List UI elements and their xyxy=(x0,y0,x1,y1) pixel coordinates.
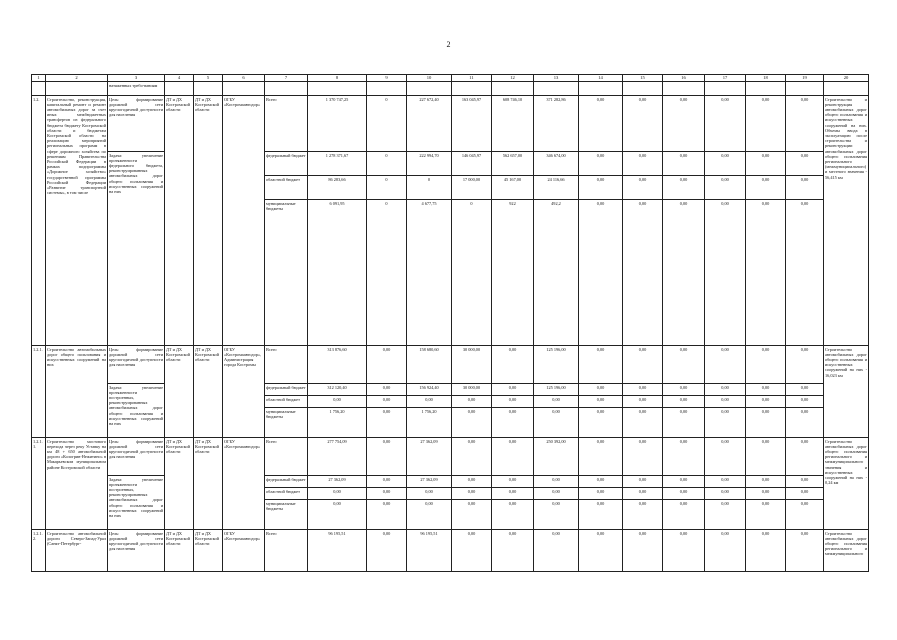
funding-value: 0,00 xyxy=(623,200,663,346)
funding-value: 0,00 xyxy=(663,176,705,200)
header-col-8: 8 xyxy=(308,75,367,82)
measure-goal: Цель: формирование дорожной сети круглогодичной доступности для населения xyxy=(108,346,165,384)
funding-value: 0,00 xyxy=(452,488,492,500)
funding-value: 0,00 xyxy=(492,500,534,530)
funding-value: 0,00 xyxy=(534,500,579,530)
funding-value: 0,00 xyxy=(492,346,534,384)
continuation-cell xyxy=(165,82,194,96)
continuation-cell xyxy=(786,82,824,96)
funding-value: 0,00 xyxy=(623,396,663,408)
participant: ОГБУ «Костромаавтодор» xyxy=(223,530,265,572)
funding-value: 0,00 xyxy=(407,488,452,500)
measure-name: Строительство автомобильных дорог общего пользования и искусственных сооружений на них xyxy=(46,346,108,438)
table-row xyxy=(32,96,869,152)
funding-value: 0,00 xyxy=(705,396,746,408)
funding-value: 0,00 xyxy=(579,200,623,346)
continuation-cell xyxy=(623,82,663,96)
funding-value: 0,00 xyxy=(705,176,746,200)
funding-value: 0,00 xyxy=(786,396,824,408)
funding-source: муниципальные бюджеты xyxy=(265,500,308,530)
funding-value: 346 674,00 xyxy=(534,152,579,176)
header-col-12: 12 xyxy=(492,75,534,82)
funding-value: 0,00 xyxy=(579,346,623,384)
funding-value: 0,00 xyxy=(705,346,746,384)
funding-value: 0,00 xyxy=(367,488,407,500)
funding-value: 0,00 xyxy=(786,408,824,438)
funding-value: 0,00 xyxy=(786,488,824,500)
funding-value: 27 362,09 xyxy=(407,476,452,488)
funding-value: 0,00 xyxy=(623,488,663,500)
funding-value: 0,00 xyxy=(623,438,663,476)
measure-name: Строительство мостового перехода через реку Уставку на км 48 + 650 автомобильной дороги «Кологрив-Нежитино» в Макарьевском муниципальном районе Костромской области xyxy=(46,438,108,530)
funding-value: 0,00 xyxy=(786,530,824,572)
funding-value: 0,00 xyxy=(663,530,705,572)
funding-source: областной бюджет xyxy=(265,176,308,200)
funding-value: 0,00 xyxy=(786,200,824,346)
funding-value: 17 000,00 xyxy=(452,176,492,200)
continuation-cell xyxy=(663,82,705,96)
row-number: 1.2.1.2. xyxy=(32,530,46,572)
funding-value: 0,00 xyxy=(367,408,407,438)
funding-value: 0,00 xyxy=(367,500,407,530)
funding-value: 1 756,20 xyxy=(407,408,452,438)
header-col-13: 13 xyxy=(534,75,579,82)
funding-value: 0,00 xyxy=(534,530,579,572)
funding-value: 0,00 xyxy=(786,96,824,152)
funding-value: 0,00 xyxy=(407,500,452,530)
responsible-executor: ДТ и ДХ Костромской области xyxy=(165,96,194,346)
measure-goal: Цель: формирование дорожной сети круглогодичной доступности для населения xyxy=(108,96,165,152)
funding-value: 608 746,10 xyxy=(492,96,534,152)
funding-value: 0,00 xyxy=(786,500,824,530)
funding-source: Всего xyxy=(265,530,308,572)
funding-value: 0,00 xyxy=(746,530,786,572)
header-col-20: 20 xyxy=(824,75,869,82)
row-number: 1.2. xyxy=(32,96,46,346)
funding-value: 0,00 xyxy=(534,488,579,500)
funding-value: 0,00 xyxy=(367,530,407,572)
funding-value: 0,00 xyxy=(492,408,534,438)
funding-value: 0,00 xyxy=(746,476,786,488)
co-executor: ДТ и ДХ Костромской области xyxy=(194,530,223,572)
funding-value: 0,00 xyxy=(492,530,534,572)
funding-source: областной бюджет xyxy=(265,396,308,408)
funding-value: 0,00 xyxy=(623,500,663,530)
funding-value: 922 xyxy=(492,200,534,346)
funding-value: 0,00 xyxy=(452,396,492,408)
header-col-19: 19 xyxy=(786,75,824,82)
header-col-10: 10 xyxy=(407,75,452,82)
funding-value: 0,00 xyxy=(452,476,492,488)
header-col-9: 9 xyxy=(367,75,407,82)
funding-value: 313 876,60 xyxy=(308,346,367,384)
funding-value: 0,00 xyxy=(663,96,705,152)
measure-name: Строительство автомобильной дороги Северо-Запад-Урал (Санкт-Петербург- xyxy=(46,530,108,572)
funding-value: 158 680,60 xyxy=(407,346,452,384)
measure-task: Задача: увеличение протяженности построенных, реконструированных автомобильных дорог общего пользования и искусственных сооружений на них xyxy=(108,476,165,530)
funding-value: 0,00 xyxy=(705,384,746,396)
page-number: 2 xyxy=(446,40,451,49)
funding-value: 0,00 xyxy=(705,408,746,438)
funding-value: 0,00 xyxy=(623,476,663,488)
funding-value: 0,00 xyxy=(579,152,623,176)
page-bottom-margin xyxy=(0,632,897,640)
funding-value: 0,00 xyxy=(623,96,663,152)
funding-value: 0,00 xyxy=(663,488,705,500)
funding-source: Всего xyxy=(265,346,308,384)
continuation-cell xyxy=(194,82,223,96)
header-col-2: 2 xyxy=(46,75,108,82)
table-row xyxy=(32,152,869,176)
funding-value: 0,00 xyxy=(492,476,534,488)
funding-value: 0,00 xyxy=(308,396,367,408)
funding-value: 0,00 xyxy=(579,488,623,500)
funding-value: 562 657,00 xyxy=(492,152,534,176)
funding-value: 0,00 xyxy=(367,384,407,396)
funding-value: 0,00 xyxy=(663,346,705,384)
program-table xyxy=(31,74,869,572)
funding-source: федеральный бюджет xyxy=(265,476,308,488)
funding-value: 0 xyxy=(367,152,407,176)
header-col-1: 1 xyxy=(32,75,46,82)
funding-value: 0 xyxy=(367,176,407,200)
co-executor: ДТ и ДХ Костромской области xyxy=(194,96,223,346)
header-col-5: 5 xyxy=(194,75,223,82)
funding-value: 0,00 xyxy=(308,488,367,500)
funding-value: 277 754,09 xyxy=(308,438,367,476)
table-row xyxy=(32,346,869,384)
funding-source: муниципальные бюджеты xyxy=(265,200,308,346)
expected-result: Строительство автомобильных дорог общего пользования и искусственных сооружений на них - 16,023 км xyxy=(824,346,869,438)
continuation-cell xyxy=(492,82,534,96)
continuation-cell xyxy=(824,82,869,96)
header-col-4: 4 xyxy=(165,75,194,82)
continuation-cell xyxy=(223,82,265,96)
header-col-18: 18 xyxy=(746,75,786,82)
funding-value: 0,00 xyxy=(308,500,367,530)
funding-value: 227 672,40 xyxy=(407,96,452,152)
continuation-cell: натяженных требо-ваниям xyxy=(108,82,165,96)
funding-value: 371 282,86 xyxy=(534,96,579,152)
continuation-row xyxy=(32,82,869,96)
measure-goal: Цель: формирование дорожной сети круглогодичной доступности для населения xyxy=(108,438,165,476)
funding-value: 86 283,66 xyxy=(308,176,367,200)
funding-value: 163 045,97 xyxy=(452,96,492,152)
funding-value: 0,00 xyxy=(452,408,492,438)
continuation-cell xyxy=(579,82,623,96)
funding-value: 0,00 xyxy=(452,500,492,530)
continuation-cell xyxy=(407,82,452,96)
funding-value: 0,00 xyxy=(746,438,786,476)
funding-value: 0,00 xyxy=(579,176,623,200)
funding-value: 0,00 xyxy=(534,408,579,438)
measure-name: Строительство, реконструкция, капитальный ремонт и ремонт автомобильных дорог за счет иных межбюджетных трансфертов из федерального бюджета бюджету Костромской области и бюджетам Костромской области на реализацию мероприятий региональных программ в сфере дорожного хозяйства по решениям Правительства Российской Федерации в рамках подпрограммы «Дорожное хозяйство» государственной программы Российской Федерации «Развитие транспортной системы», в том числе xyxy=(46,96,108,346)
continuation-cell xyxy=(308,82,367,96)
continuation-cell xyxy=(452,82,492,96)
funding-value: 156 924,40 xyxy=(407,384,452,396)
funding-value: 0,00 xyxy=(579,396,623,408)
participant: ОГБУ «Костромаавтодор», Администрация города Костромы xyxy=(223,346,265,438)
funding-value: 0,00 xyxy=(579,438,623,476)
row-number: 1.2.1.1. xyxy=(32,438,46,530)
funding-source: Всего xyxy=(265,96,308,152)
responsible-executor: ДТ и ДХ Костромской области xyxy=(165,346,194,438)
funding-value: 0,00 xyxy=(746,152,786,176)
funding-value: 0,00 xyxy=(579,408,623,438)
funding-value: 0,00 xyxy=(623,346,663,384)
funding-value: 0,00 xyxy=(623,176,663,200)
funding-value: 0,00 xyxy=(579,500,623,530)
participant: ОГБУ «Костромаавтодор» xyxy=(223,96,265,346)
continuation-cell xyxy=(534,82,579,96)
funding-value: 0,00 xyxy=(705,500,746,530)
participant: ОГБУ «Костромаавтодор» xyxy=(223,438,265,530)
funding-value: 4 677,75 xyxy=(407,200,452,346)
funding-value: 0,00 xyxy=(367,346,407,384)
measure-task: Задача: увеличение протяженности построенных, реконструированных автомобильных дорог общего пользования и искусственных сооружений на них xyxy=(108,384,165,438)
funding-value: 0,00 xyxy=(786,438,824,476)
header-col-16: 16 xyxy=(663,75,705,82)
funding-value: 0,00 xyxy=(705,488,746,500)
table-row xyxy=(32,384,869,396)
funding-value: 0,00 xyxy=(705,476,746,488)
funding-value: 0,00 xyxy=(786,346,824,384)
funding-source: Всего xyxy=(265,438,308,476)
funding-value: 0,00 xyxy=(492,438,534,476)
funding-value: 0,00 xyxy=(492,396,534,408)
funding-value: 492,2 xyxy=(534,200,579,346)
funding-value: 0,00 xyxy=(579,530,623,572)
funding-value: 1 370 747,25 xyxy=(308,96,367,152)
header-row xyxy=(32,75,869,82)
co-executor: ДТ и ДХ Костромской области xyxy=(194,438,223,530)
header-col-11: 11 xyxy=(452,75,492,82)
funding-source: федеральный бюджет xyxy=(265,152,308,176)
funding-value: 1 278 371,67 xyxy=(308,152,367,176)
header-col-3: 3 xyxy=(108,75,165,82)
continuation-cell xyxy=(32,82,46,96)
funding-value: 27 362,09 xyxy=(407,438,452,476)
funding-value: 0,00 xyxy=(663,384,705,396)
header-col-15: 15 xyxy=(623,75,663,82)
funding-value: 30 000,00 xyxy=(452,346,492,384)
funding-value: 0,00 xyxy=(579,96,623,152)
funding-value: 0,00 xyxy=(407,396,452,408)
funding-value: 96 195,51 xyxy=(308,530,367,572)
responsible-executor: ДТ и ДХ Костромской области xyxy=(165,530,194,572)
funding-value: 6 091,95 xyxy=(308,200,367,346)
funding-value: 0,00 xyxy=(492,384,534,396)
header-col-14: 14 xyxy=(579,75,623,82)
expected-result: Строительство автомобильных дорог общего пользования регионального и межмуниципального xyxy=(824,530,869,572)
table-row xyxy=(32,476,869,488)
funding-source: федеральный бюджет xyxy=(265,384,308,396)
funding-value: 312 120,40 xyxy=(308,384,367,396)
funding-value: 0,00 xyxy=(623,152,663,176)
funding-value: 0,00 xyxy=(663,438,705,476)
funding-value: 0,00 xyxy=(705,200,746,346)
funding-value: 0,00 xyxy=(663,396,705,408)
funding-value: 96 195,51 xyxy=(407,530,452,572)
expected-result: Строительство и реконструкция автомобильных дорог общего пользования и искусственных сооружений на них. Объемы ввода в эксплуатацию после строительства и реконструкции автомобильных дорог общего пользования регионального (межмуниципального) и местного значения - 56,415 км xyxy=(824,96,869,346)
table-row xyxy=(32,530,869,572)
funding-value: 0,00 xyxy=(746,384,786,396)
funding-value: 0 xyxy=(367,200,407,346)
funding-value: 0,00 xyxy=(367,396,407,408)
measure-goal: Цель: формирование дорожной сети круглогодичной доступности для населения xyxy=(108,530,165,572)
row-number: 1.2.1. xyxy=(32,346,46,438)
funding-value: 0,00 xyxy=(663,476,705,488)
funding-value: 1 756,20 xyxy=(308,408,367,438)
funding-value: 0,00 xyxy=(579,384,623,396)
funding-value: 0,00 xyxy=(623,408,663,438)
funding-value: 0,00 xyxy=(746,500,786,530)
funding-value: 0 xyxy=(367,96,407,152)
funding-value: 0,00 xyxy=(786,476,824,488)
table-row xyxy=(32,438,869,476)
funding-value: 0,00 xyxy=(534,476,579,488)
co-executor: ДТ и ДХ Костромской области xyxy=(194,346,223,438)
funding-value: 30 000,00 xyxy=(452,384,492,396)
funding-value: 0,00 xyxy=(663,200,705,346)
continuation-cell xyxy=(705,82,746,96)
measure-task: Задача: увеличение протяженности федерального бюджета, реконструированных автомобильных дорог общего пользования и искусственных сооружений на них xyxy=(108,152,165,346)
funding-value: 125 196,00 xyxy=(534,384,579,396)
responsible-executor: ДТ и ДХ Костромской области xyxy=(165,438,194,530)
funding-value: 0,00 xyxy=(534,396,579,408)
funding-value: 0,00 xyxy=(663,500,705,530)
funding-value: 146 045,97 xyxy=(452,152,492,176)
funding-value: 0,00 xyxy=(492,488,534,500)
funding-source: областной бюджет xyxy=(265,488,308,500)
funding-value: 0,00 xyxy=(623,384,663,396)
funding-value: 0,00 xyxy=(786,384,824,396)
funding-value: 0,00 xyxy=(746,396,786,408)
header-col-17: 17 xyxy=(705,75,746,82)
funding-value: 0,00 xyxy=(746,346,786,384)
funding-value: 0,00 xyxy=(746,200,786,346)
funding-value: 0,00 xyxy=(663,408,705,438)
funding-value: 0 xyxy=(452,200,492,346)
header-col-7: 7 xyxy=(265,75,308,82)
funding-value: 0,00 xyxy=(452,438,492,476)
funding-value: 0,00 xyxy=(623,530,663,572)
funding-value: 0,00 xyxy=(367,438,407,476)
funding-source: муниципальные бюджеты xyxy=(265,408,308,438)
funding-value: 0,00 xyxy=(746,96,786,152)
funding-value: 0,00 xyxy=(367,476,407,488)
funding-value: 222 994,70 xyxy=(407,152,452,176)
funding-value: 0,00 xyxy=(663,152,705,176)
funding-value: 0,00 xyxy=(452,530,492,572)
funding-value: 0,00 xyxy=(746,408,786,438)
funding-value: 250 392,00 xyxy=(534,438,579,476)
funding-value: 27 362,09 xyxy=(308,476,367,488)
funding-value: 0 xyxy=(407,176,452,200)
continuation-cell xyxy=(265,82,308,96)
continuation-cell xyxy=(367,82,407,96)
header-col-6: 6 xyxy=(223,75,265,82)
funding-value: 125 196,00 xyxy=(534,346,579,384)
funding-value: 0,00 xyxy=(705,96,746,152)
funding-value: 0,00 xyxy=(786,176,824,200)
funding-value: 0,00 xyxy=(746,176,786,200)
funding-value: 0,00 xyxy=(705,438,746,476)
continuation-cell xyxy=(46,82,108,96)
funding-value: 0,00 xyxy=(579,476,623,488)
funding-value: 24 116,66 xyxy=(534,176,579,200)
funding-value: 0,00 xyxy=(786,152,824,176)
funding-value: 0,00 xyxy=(705,530,746,572)
continuation-cell xyxy=(746,82,786,96)
expected-result: Строительство автомобильных дорог общего пользования регионального и межмуниципального значения и искусственных сооружений на них - 0,24 км xyxy=(824,438,869,530)
funding-value: 0,00 xyxy=(746,488,786,500)
funding-value: 0,00 xyxy=(705,152,746,176)
funding-value: 45 167,00 xyxy=(492,176,534,200)
